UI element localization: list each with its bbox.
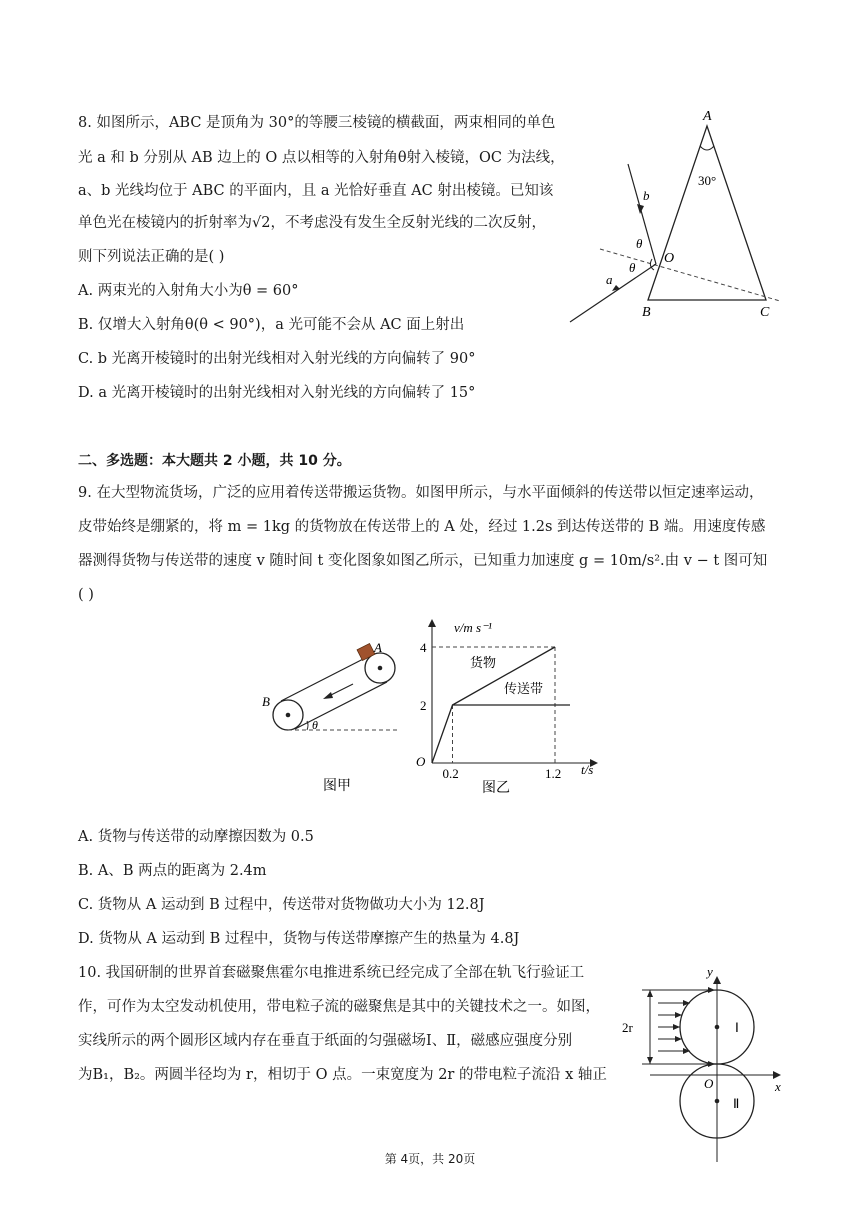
- q9-stem-line-2: 皮带始终是绷紧的，将 m = 1kg 的货物放在传送带上的 A 处，经过 1.2s 到达传送带的 B 端。用速度传感: [78, 519, 766, 535]
- label-B: B: [642, 305, 651, 320]
- q8-stem-line-3: a、b 光线均位于 ABC 的平面内，且 a 光恰好垂直 AC 射出棱镜。已知该: [78, 183, 554, 199]
- q8-stem-line-4: 单色光在棱镜内的折射率为√2，不考虑没有发生全反射光线的二次反射，: [78, 215, 546, 231]
- label-theta-2: θ: [629, 260, 636, 275]
- label-x: x: [775, 1079, 781, 1094]
- q8-prism-figure: [560, 104, 790, 324]
- series-label-cargo: 货物: [470, 655, 497, 670]
- q9-option-a: A. 货物与传送带的动摩擦因数为 0.5: [78, 829, 314, 845]
- theta-arc: [307, 721, 308, 730]
- series-label-belt: 传送带: [504, 681, 544, 696]
- label-O: O: [704, 1076, 714, 1091]
- caption-jia: 图甲: [323, 779, 351, 794]
- belt-direction-arrow-line: [329, 684, 353, 696]
- page-footer: 第 4页，共 20页: [384, 1152, 476, 1166]
- label-region-II: Ⅱ: [733, 1096, 740, 1111]
- ray-b-arrow: [637, 204, 644, 214]
- label-O: O: [664, 251, 675, 266]
- label-A: A: [703, 109, 712, 124]
- particle-beam: [658, 987, 715, 1067]
- q10-magnetic-figure: [620, 962, 790, 1172]
- series-lines: [432, 647, 570, 763]
- label-a: a: [606, 272, 613, 287]
- caption-yi: 图乙: [482, 781, 510, 796]
- label-B: B: [262, 694, 270, 709]
- y-axis-arrow: [713, 976, 721, 984]
- label-C: C: [760, 305, 770, 320]
- y-axis-arrow: [428, 619, 436, 627]
- q10-stem-line-3: 实线所示的两个圆形区域内存在垂直于纸面的匀强磁场Ⅰ、Ⅱ，磁感应强度分别: [78, 1033, 573, 1049]
- q9-stem-line-3: 器测得货物与传送带的速度 v 随时间 t 变化图象如图乙所示，已知重力加速度 g = 10m/s².由 v − t 图可知: [78, 553, 768, 569]
- label-theta: θ: [312, 718, 318, 732]
- width-arrow-down: [647, 1057, 653, 1064]
- q9-stem-line-4: ( ): [78, 587, 94, 603]
- label-A: A: [374, 640, 382, 655]
- q8-option-d: D. a 光离开棱镜时的出射光线相对入射光线的方向偏转了 15°: [78, 385, 476, 401]
- q8-option-c: C. b 光离开棱镜时的出射光线相对入射光线的方向偏转了 90°: [78, 351, 476, 367]
- label-theta-1: θ: [636, 236, 643, 251]
- label-y: y: [707, 964, 713, 979]
- label-b: b: [643, 188, 650, 203]
- q9-option-b: B. A、B 两点的距离为 2.4m: [78, 863, 267, 879]
- q8-stem-line-5: 则下列说法正确的是( ): [78, 249, 225, 265]
- q9-stem-line-1: 9. 在大型物流货场，广泛的应用着传送带搬运货物。如图甲所示，与水平面倾斜的传送带以恒定速率运动，: [78, 485, 764, 501]
- belt-upper: [281, 654, 373, 701]
- y-axis-label: v/m s⁻¹: [454, 620, 492, 635]
- label-2r: 2r: [622, 1020, 633, 1035]
- y-tick-4: 4: [420, 640, 427, 655]
- prism-triangle: [648, 126, 766, 300]
- normal-line: [600, 249, 780, 301]
- q9-option-d: D. 货物从 A 运动到 B 过程中，货物与传送带摩擦产生的热量为 4.8J: [78, 931, 520, 947]
- q10-stem-line-1: 10. 我国研制的世界首套磁聚焦霍尔电推进系统已经完成了全部在轨飞行验证工: [78, 965, 585, 981]
- ray-a-arrow: [612, 285, 620, 291]
- belt-direction-arrow-head: [323, 692, 333, 699]
- q10-stem-line-2: 作，可作为太空发动机使用，带电粒子流的磁聚焦是其中的关键技术之一。如图，: [78, 999, 600, 1015]
- q9-vt-chart: [410, 615, 610, 800]
- x-axis-label: t/s: [581, 762, 594, 777]
- q8-stem-line-1: 8. 如图所示，ABC 是顶角为 30°的等腰三棱镜的横截面，两束相同的单色: [78, 115, 556, 131]
- section-2-heading: 二、多选题：本大题共 2 小题，共 10 分。: [78, 453, 351, 469]
- belt-lower: [295, 682, 387, 729]
- width-arrow-up: [647, 990, 653, 997]
- origin-label: O: [416, 754, 426, 769]
- label-region-I: Ⅰ: [735, 1020, 739, 1035]
- y-tick-2: 2: [420, 698, 427, 713]
- apex-angle-arc: [700, 146, 714, 150]
- x-axis-arrow: [773, 1071, 781, 1079]
- angle-arc-o: [650, 259, 654, 270]
- cargo-box: [357, 643, 375, 660]
- label-angle: 30°: [698, 173, 717, 188]
- x-tick-0.2: 0.2: [442, 766, 459, 781]
- q8-option-a: A. 两束光的入射角大小为θ = 60°: [78, 283, 299, 299]
- q9-option-c: C. 货物从 A 运动到 B 过程中，传送带对货物做功大小为 12.8J: [78, 897, 485, 913]
- q9-conveyor-figure: [255, 640, 415, 800]
- q10-stem-line-4: 为B₁，B₂。两圆半径均为 r，相切于 O 点。一束宽度为 2r 的带电粒子流沿 x 轴正: [78, 1067, 607, 1083]
- x-tick-1.2: 1.2: [545, 766, 562, 781]
- pulley-bottom-axle: [286, 713, 291, 718]
- center-II: [715, 1099, 720, 1104]
- pulley-top-axle: [378, 666, 383, 671]
- q8-stem-line-2: 光 a 和 b 分别从 AB 边上的 O 点以相等的入射角θ射入棱镜，OC 为法线，: [78, 150, 565, 166]
- center-I: [715, 1025, 720, 1030]
- q8-option-b: B. 仅增大入射角θ(θ < 90°)，a 光可能不会从 AC 面上射出: [78, 317, 465, 333]
